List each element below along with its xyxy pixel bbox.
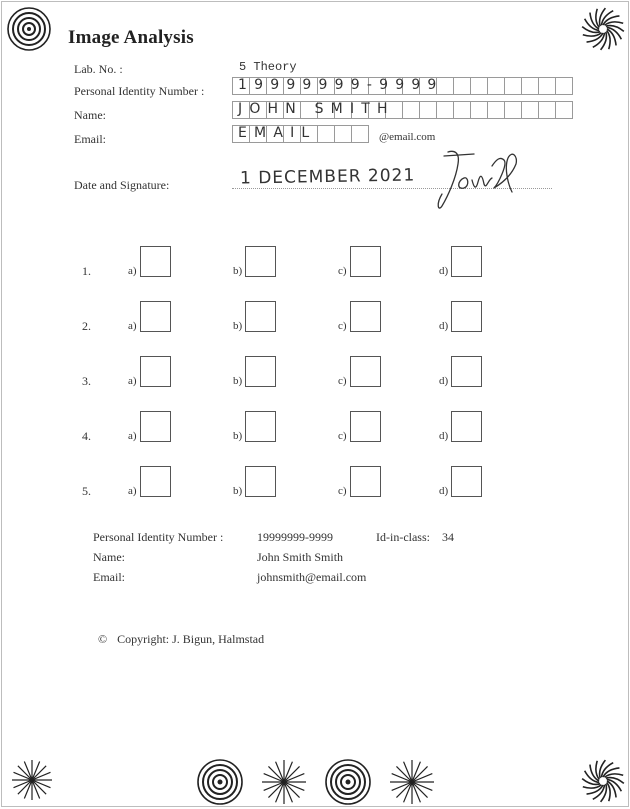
footer-email-label: Email:	[93, 570, 125, 584]
option-label: a)	[128, 265, 137, 277]
id-in-class-label: Id-in-class:	[376, 530, 430, 544]
concentric-circle-marker-icon	[196, 758, 244, 806]
footer-name-label: Name:	[93, 550, 125, 564]
star-burst-marker-icon	[388, 758, 436, 806]
email-label: Email:	[74, 132, 106, 146]
lab-number-value: 5 Theory	[239, 60, 297, 74]
answer-checkbox[interactable]	[350, 356, 381, 387]
copyright-icon: ©	[98, 632, 108, 646]
page-title: Image Analysis	[68, 27, 194, 48]
personal-id-handwritten: 19999999-9999	[238, 77, 444, 93]
answer-checkbox[interactable]	[140, 356, 171, 387]
option-label: a)	[128, 430, 137, 442]
answer-checkbox[interactable]	[245, 356, 276, 387]
answer-checkbox[interactable]	[451, 246, 482, 277]
handwritten-signature	[434, 144, 526, 216]
answer-checkbox[interactable]	[140, 466, 171, 497]
exam-sheet	[1, 1, 629, 807]
answer-checkbox[interactable]	[350, 301, 381, 332]
personal-id-label: Personal Identity Number :	[74, 84, 205, 98]
option-label: c)	[338, 320, 347, 332]
spiral-marker-icon	[580, 758, 626, 804]
copyright-text: Copyright: J. Bigun, Halmstad	[117, 632, 265, 646]
option-label: b)	[233, 265, 243, 277]
email-handwritten: EMAIL	[238, 125, 317, 141]
name-label: Name:	[74, 108, 106, 122]
option-label: d)	[439, 375, 449, 387]
star-burst-marker-icon	[10, 758, 54, 802]
answer-checkbox[interactable]	[245, 246, 276, 277]
question-number: 3.	[82, 374, 91, 388]
option-label: b)	[233, 485, 243, 497]
spiral-marker-icon	[580, 6, 626, 52]
option-label: a)	[128, 375, 137, 387]
question-number: 4.	[82, 429, 91, 443]
answer-checkbox[interactable]	[245, 466, 276, 497]
id-in-class-value: 34	[442, 530, 454, 544]
answer-checkbox[interactable]	[245, 301, 276, 332]
answer-checkbox[interactable]	[245, 411, 276, 442]
email-domain: @email.com	[379, 131, 436, 143]
answer-checkbox[interactable]	[140, 411, 171, 442]
option-label: c)	[338, 430, 347, 442]
footer-personal-id-value: 19999999-9999	[257, 530, 333, 544]
answer-checkbox[interactable]	[451, 301, 482, 332]
answer-checkbox[interactable]	[350, 466, 381, 497]
footer-name-value: John Smith Smith	[257, 550, 344, 564]
lab-number-label: Lab. No. :	[74, 62, 123, 76]
option-label: d)	[439, 265, 449, 277]
footer-personal-id-label: Personal Identity Number :	[93, 530, 224, 544]
question-number: 2.	[82, 319, 91, 333]
date-signature-label: Date and Signature:	[74, 178, 170, 192]
copyright	[98, 632, 264, 647]
answer-checkbox[interactable]	[350, 411, 381, 442]
option-label: d)	[439, 430, 449, 442]
option-label: d)	[439, 320, 449, 332]
answer-checkbox[interactable]	[140, 246, 171, 277]
footer-email-value: johnsmith@email.com	[257, 570, 367, 584]
option-label: b)	[233, 430, 243, 442]
answer-checkbox[interactable]	[451, 356, 482, 387]
date-handwritten: 1 DECEMBER 2021	[239, 165, 416, 189]
answer-checkbox[interactable]	[350, 246, 381, 277]
answer-checkbox[interactable]	[140, 301, 171, 332]
option-label: c)	[338, 265, 347, 277]
option-label: a)	[128, 485, 137, 497]
question-number: 1.	[82, 264, 91, 278]
concentric-circle-marker-icon	[6, 6, 52, 52]
answer-checkbox[interactable]	[451, 466, 482, 497]
name-handwritten: JOHN SMITH	[238, 101, 395, 117]
question-number: 5.	[82, 484, 91, 498]
option-label: a)	[128, 320, 137, 332]
option-label: c)	[338, 375, 347, 387]
star-burst-marker-icon	[260, 758, 308, 806]
concentric-circle-marker-icon	[324, 758, 372, 806]
answer-checkbox[interactable]	[451, 411, 482, 442]
option-label: c)	[338, 485, 347, 497]
option-label: d)	[439, 485, 449, 497]
option-label: b)	[233, 320, 243, 332]
option-label: b)	[233, 375, 243, 387]
